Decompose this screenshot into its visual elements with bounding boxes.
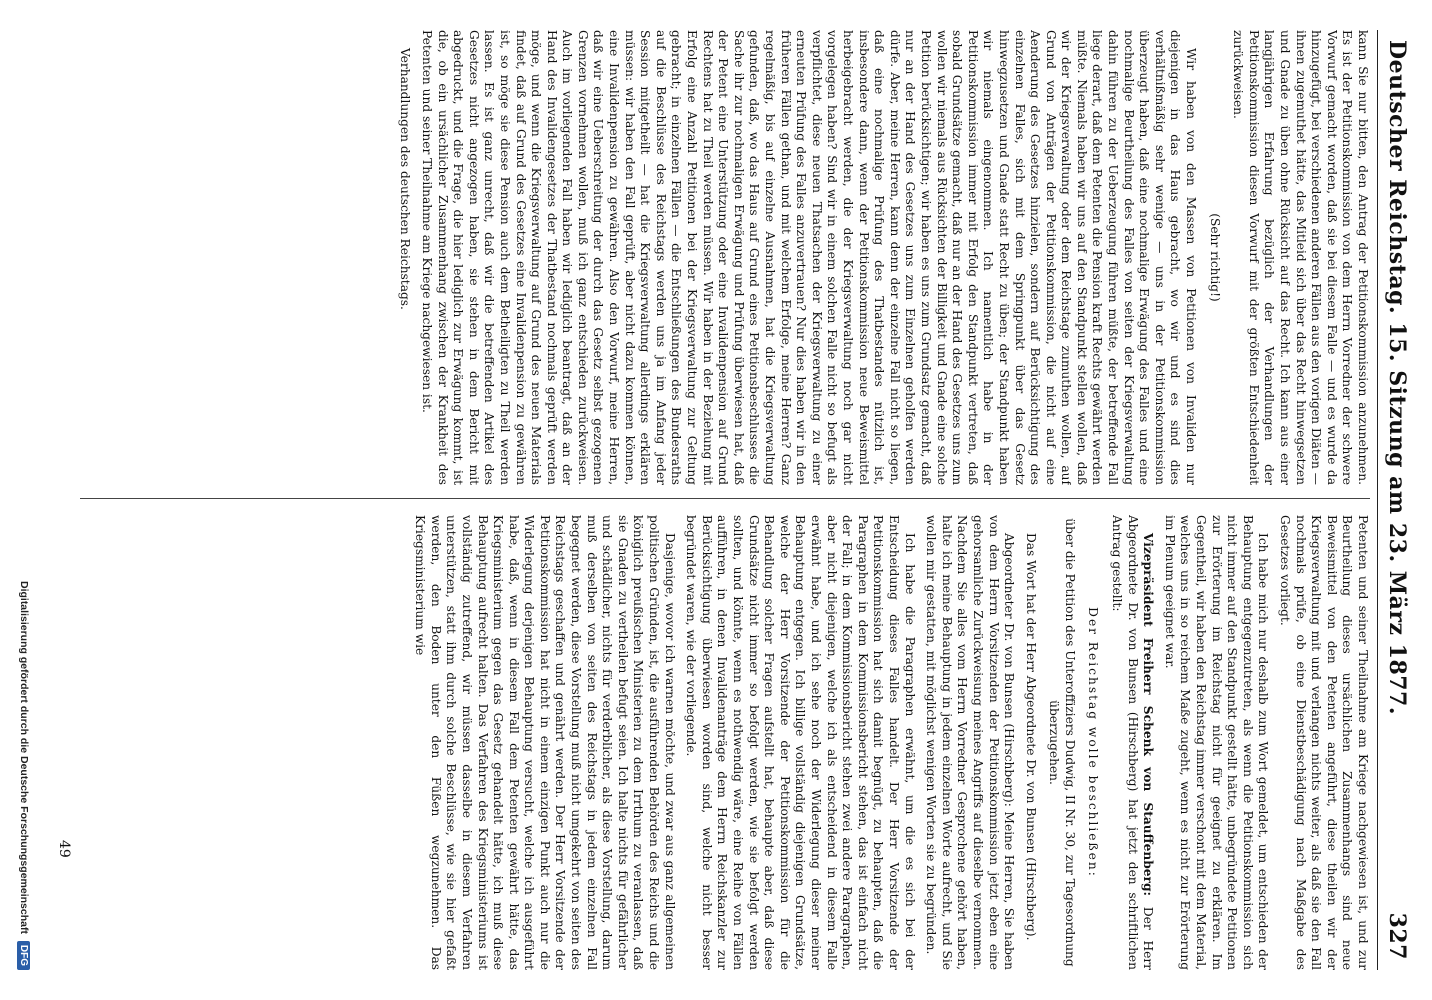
paragraph: Petenten und seiner Theilnahme am Kriege nachgewiesen ist, und zur Beurtheilung dieses ursächlichen Zusammenhangs sind neue Beweismittel von den Petenten angeführt, diese theilen wir der Kriegsverwaltung mit und verlangen nichts weiter, als daß sie den Fall nochmals prüfe, ob eine Dienstbeschädigung nach Maßgabe des Gesetzes vorliegt. <box>1278 515 1370 970</box>
dfg-logo: DFG <box>17 941 30 970</box>
running-title: Deutscher Reichstag. 15. Sitzung am 23. März 1877. <box>1384 40 1410 716</box>
right-text-column <box>80 515 1370 970</box>
digitization-credit <box>17 30 30 970</box>
paragraph: kann Sie nur bitten, den Antrag der Petitionskommission anzunehmen. Es ist der Petitionskommission von dem Herrn Vorredner der schwere Vorwurf gemacht worden, daß sie bei diesem Falle — und es wurde da hinzugefügt, bei verschiedenen anderen Fällen aus den vorigen Diäten — ihnen zugemuthet hätte, das Mitleid sich über das Recht hinwegsetzen und Gnade zu üben ohne Rücksicht auf das Recht. Ich kann aus einer langjährigen Erfahrung bezüglich der Verhandlungen der Petitionskommission diesen Vorwurf mit der größten Entschiedenheit zurückweisen. <box>1231 30 1370 485</box>
motion-heading: Der Reichstag wolle beschließen: <box>1086 607 1101 878</box>
speech-text: Das Wort hat der Herr Abgeordnete Dr. von Bunsen (Hirschberg). <box>1023 533 1038 941</box>
speech-text: Der Herr Abgeordnete Dr. von Bunsen (Hirschberg) hat jetzt den schriftlichen Antrag gestellt: <box>1110 515 1156 970</box>
speaker-name: Vizepräsident Freiherr Schenk von Stauffenberg: <box>1141 533 1156 896</box>
interjection: (Sehr richtig!) <box>1207 213 1222 302</box>
paragraph: Wir haben von den Massen von Petitionen von Invaliden nur diejenigen in das Haus gebracht, wo wir und es sind dies verhältnißmäßig sehr wenige — uns in der Petitionskommission überzeugt haben, daß eine nochmalige Erwägung des Falles und eine nochmalige Beurtheilung des Falles von seiten der Kriegsverwaltung dahin führen zu der Ueberzeugung führen müßte, der betreffende Fall liege derart, daß dem Petenten die Pension kraft Rechts gewährt werden müßte. Niemals haben wir uns auf den Standpunkt stellen wollen, daß wir der Kriegsverwaltung oder dem Reichstage zumuthen wollen, auf Grund von Anträgen der Petitionskommission, die nicht auf eine Aenderung des Gesetzes hinzielen, sondern auf Berücksichtigung des einzelnen Falles, sich mit dem Springpunkt über das Gesetz hinwegzusetzen und Gnade statt Recht zu üben; der Standpunkt haben wir niemals eingenommen. Ich namentlich habe in der Petitionskommission immer mit Erfolg den Standpunkt vertreten, daß sobald Grundsätze gemacht, daß nur an der Hand des Gesetzes uns zum wollen wir niemals aus Rücksichten der Billigkeit und Gnade eine solche Petition berücksichtigen; wir haben es uns zum Grundsatz gemacht, daß nur an der Hand des Gesetzes uns zum Einzelnen geholfen werden dürfe. Aber, meine Herren, kann denn der einzelne Fall nicht so liegen, daß eine nochmalige Prüfung des Thatbestandes nützlich ist, insbesondere dann, wenn der Petitionskommission neue Beweismittel herbeigebracht werden, die der Kriegsverwaltung noch gar nicht vorgelegen haben? Sind wir in einem solchen Falle nicht so befugt als verpflichtet, diese neuen Thatsachen der Kriegsverwaltung zu einer erneuten Prüfung des Falles anzuvertrauen? Nur dies haben wir in den früheren Fällen gethan, und mit welchem Erfolge, meine Herren? Ganz regelmäßig, bis auf einzelne Ausnahmen, hat die Kriegsverwaltung gefunden, daß, wo das Haus auf Grund eines Petitionsbeschlusses die Sache ihr zur nochmaligen Erwägung und Prüfung überwiesen hat, daß der Petent eine Unterstützung oder eine Invalidenpension auf Grund Rechtens hat zu Theil werden müssen. Wir haben in der Beziehung mit Erfolg eine Anzahl Petitionen bei der Kriegsverwaltung zur Geltung gebracht; in einzelnen Fällen — die Entschließungen des Bundesraths auf die Beschlüsse des Reichstags werden uns ja im Anfang jeder Session mitgetheilt — hat die Kriegsverwaltung allerdings erklären müssen: wir haben den Fall geprüft, aber nicht dazu kommen können, eine Invalidenpension zu gewähren. Also den Vorwurf, meine Herren, daß wir eine Ueberschreitung der durch das Gesetz selbst gezogenen Grenzen vornehmen wollen, muß ich ganz entschieden zurückweisen. Auch im vorliegenden Fall haben wir lediglich beantragt, daß an der Hand des Invalidengesetzes der Thatbestand nochmals geprüft werden möge, und wenn die Kriegsverwaltung auf Grund des neuen Materials findet, daß auf Grund des Gesetzes eine Invalidenpension zu gewähren ist, so möge sie diese Pension auch dem Betheiligten zu Theil werden lassen. Es ist ganz unrecht, daß wir die betreffenden Artikel des Gesetzes nicht angezogen haben, sie stehen in dem Bericht mit abgedruckt, und die Frage, die hier lediglich zur Erwägung kommt, ist die, ob ein ursächlicher Zusammenhang zwischen der Krankheit des Petenten und seiner Theilnahme am Kriege nachgewiesen ist. <box>419 30 1199 485</box>
motion-text: über die Petition des Unteroffiziers Dudwig, II Nr. 30, zur Tagesordnung überzugehen. <box>1047 518 1077 967</box>
paragraph: Dasjenige, wovor ich warnen möchte, und zwar aus ganz allgemeinen politischen Gründen, ist, die ausführenden Behörden des Reichs und die königlich preußischen Ministerien zu dem Irrthum zu veranlassen, daß sie Gnaden zu vertheilen befugt seien. Ich halte nichts für gefährlicher und schädlicher, nichts für verderblicher, als diese Vorstellung, darum muß derselben von seiten des Reichstags in jedem einzelnen Fall begegnet werden, diese Vorstellung muß nicht umgekehrt von seiten des Reichstags geschaffen und genährt werden. Der Herr Vorsitzende der Petitionskommission hat nicht in einem einzigen Punkt auch nur die Widerlegung derjenigen Behauptung versucht, welche ich ausgeführt habe, daß, wenn in diesem Fall dem Petenten gewährt hätte, das Kriegsministerium gegen das Gesetz gehandelt hätte, ich muß diese Behauptung aufrecht halten. Das Verfahren des Kriegsministeriums ist vollständig zutreffend, wir müssen dasselbe in diesem Verfahren unterstützen, statt ihm durch solche Beschlüsse, wie sie hier gefaßt werden, den Boden unter den Füßen wegzunehmen. Das Kriegsministerium wie <box>413 515 677 970</box>
sheet-signature: 49 <box>56 840 72 858</box>
credit-text: Digitalisierung gefördert durch die Deutsche Forschungsgemeinschaft <box>18 580 30 934</box>
paragraph: Ich habe mich nur deshalb zum Wort gemeldet, um entschieden der Behauptung entgegenzutreten, als wenn die Petitionskommission sich nicht immer auf den Standpunkt gestellt hätte, unbegründete Petitionen zur Erörterung im Reichstag nicht für geeignet zu erklären. Im Gegentheil, wir haben den Reichstag immer verschont mit dem Material, welches uns in so reichem Maße zugeht, wenn es nicht zur Erörterung im Plenum geeignet war. <box>1162 515 1271 970</box>
page-header <box>1377 30 1412 970</box>
paragraph: Ich habe die Paragraphen erwähnt, um die es sich bei der Entscheidung dieses Falles handelt. Der Herr Vorsitzende der Petitionskommission hat sich damit begnügt, zu behaupten, daß die Paragraphen in dem Kommissionsbericht stehen, das ist einfach nicht der Fall; in dem Kommissionsbericht stehen zwei andere Paragraphen, aber nicht diejenigen, welche ich als entscheidend in diesem Falle erwähnt habe, und ich sehe noch der Widerlegung dieser meiner Behauptung entgegen. Ich billige vollständig diejenigen Grundsätze, welche der Herr Vorsitzende der Petitionskommission für die Behandlung solcher Fragen aufstellt hat, behaupte aber, daß diese Grundsätze nicht immer so befolgt werden, wie sie befolgt werden sollten, und könnte, wenn es nothwendig wäre, eine Reihe von Fällen aufführen, in denen Invalidenanträge dem Herrn Reichskanzler zur Berücksichtigung überwiesen worden sind, welche nicht besser begründet waren, wie der vorliegende. <box>684 515 917 970</box>
page-number: 327 <box>1384 912 1410 960</box>
vice-president-speaker <box>1109 515 1156 970</box>
closing-line: Verhandlungen des deutschen Reichstags. <box>398 48 413 310</box>
column-divider <box>80 498 1370 499</box>
bunsen-speech: Abgeordneter Dr. von Bunsen (Hirschberg): Meine Herren, Sie haben von dem Herrn Vorsitzenden der Petitionskommission jetzt eben eine gehorsamliche Zurückweisung meines Angriffs auf dieselbe vernommen. Nachdem Sie alles vom Herrn Vorredner Gesprochene gehört haben, halte ich meine Behauptung in jedem einzelnen Worte aufrecht, und Sie wollen mir gestatten, mit möglichst wenigen Worten sie zu begründen. <box>924 515 1017 970</box>
left-text-column <box>80 30 1370 485</box>
